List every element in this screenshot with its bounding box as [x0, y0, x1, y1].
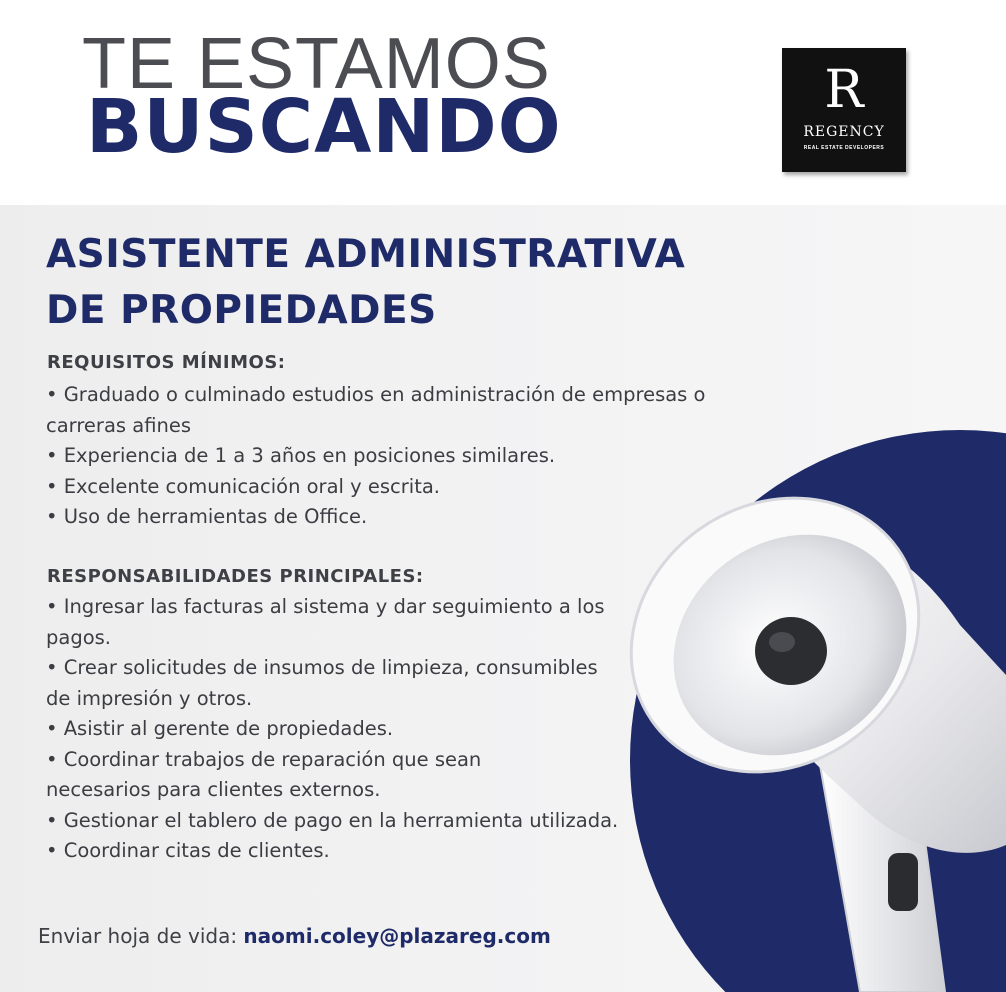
logo-tagline: REAL ESTATE DEVELOPERS [803, 145, 885, 151]
job-title-line-1: ASISTENTE ADMINISTRATIVA [46, 232, 686, 277]
contact-email[interactable]: naomi.coley@plazareg.com [243, 924, 551, 948]
logo-letter: R [824, 60, 864, 120]
list-item: • Coordinar trabajos de reparación que sean necesarios para clientes externos. [46, 747, 482, 801]
headline-line-2: BUSCANDO [86, 84, 562, 170]
list-item: • Gestionar el tablero de pago en la herramienta utilizada. [46, 808, 619, 832]
logo-name: REGENCY [803, 124, 885, 140]
headline-line-1: TE ESTAMOS [82, 24, 551, 104]
job-title [46, 227, 685, 339]
list-item: • Experiencia de 1 a 3 años en posiciones similares. [46, 444, 556, 467]
footer-label: Enviar hoja de vida: [38, 924, 238, 948]
list-item: • Ingresar las facturas al sistema y dar seguimiento a los pagos. [46, 595, 605, 649]
list-item: • Asistir al gerente de propiedades. [46, 717, 394, 740]
list-item: • Uso de herramientas de Office. [46, 505, 368, 528]
job-title-line-2: DE PROPIEDADES [46, 288, 437, 333]
list-item: • Excelente comunicación oral y escrita. [46, 474, 440, 498]
responsibilities-list [46, 592, 656, 867]
requirements-list [46, 380, 706, 533]
list-item: • Crear solicitudes de insumos de limpieza, consumibles de impresión y otros. [46, 656, 598, 710]
list-item: • Graduado o culminado estudios en administración de empresas o carreras afines [46, 383, 706, 437]
list-item: • Coordinar citas de clientes. [46, 839, 330, 862]
footer-contact [38, 922, 551, 950]
requirements-heading: REQUISITOS MÍNIMOS: [47, 352, 286, 373]
responsibilities-heading: RESPONSABILIDADES PRINCIPALES: [47, 566, 424, 587]
regency-logo [782, 48, 906, 172]
